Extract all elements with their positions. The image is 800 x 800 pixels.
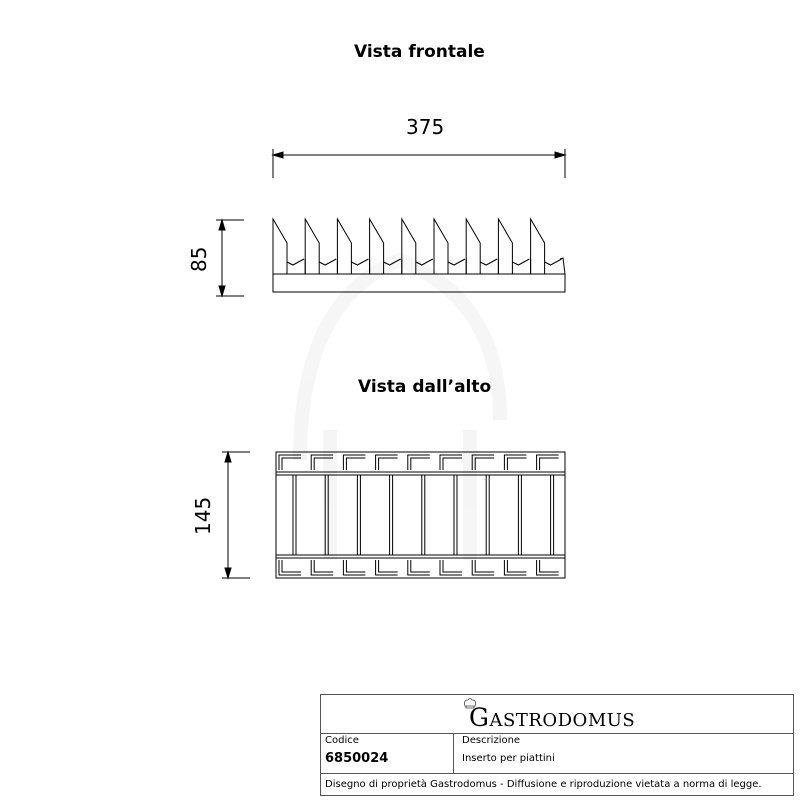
bottom-bracket [343,560,365,575]
top-view-bar [518,475,521,555]
front-notch [351,259,368,265]
divider [321,773,793,774]
code-value: 6850024 [325,751,389,766]
top-bracket [537,455,559,470]
code-label: Codice [325,735,359,746]
top-bracket [376,455,398,470]
front-view [273,219,565,292]
front-tooth [305,219,319,274]
top-view [276,452,565,578]
top-view-bar [293,475,296,555]
front-notch [319,259,336,265]
front-notch [545,259,562,265]
dimension-lines [216,149,565,578]
logo-text: ASTRODOMUS [489,710,636,731]
divider [321,733,793,734]
top-view-bar [390,475,393,555]
logo-initial: G [469,703,490,732]
description-label: Descrizione [462,735,521,746]
bottom-bracket [311,560,333,575]
depth-dimension-label: 145 [191,496,215,535]
brand-logo [469,705,635,734]
top-view-bar [486,475,489,555]
top-bracket [343,455,365,470]
bottom-bracket [537,560,559,575]
description-value: Inserto per piattini [462,753,555,764]
front-view-title: Vista frontale [354,42,485,62]
arrow-down [225,568,231,578]
bottom-bracket [504,560,526,575]
front-tooth [273,219,287,274]
front-end [560,258,565,274]
front-notch [448,259,465,265]
arrow-left [273,152,283,158]
front-tooth [466,219,480,274]
bottom-bracket [279,560,301,575]
front-notch [512,259,529,265]
width-dimension-label: 375 [406,115,445,139]
top-bracket [504,455,526,470]
top-view-bar [357,475,360,555]
arrow-up [225,452,231,462]
bottom-bracket [472,560,494,575]
divider [453,733,454,773]
arrow-up [219,220,225,230]
top-bracket [440,455,462,470]
front-tooth [434,219,448,274]
front-tooth [337,219,351,274]
top-view-bar [454,475,457,555]
footer-notice: Disegno di proprietà Gastrodomus - Diffusione e riproduzione vietata a norma di legge. [325,779,762,790]
front-notch [287,259,304,265]
front-notch [480,259,497,265]
front-tooth [498,219,512,274]
top-view-bar [422,475,425,555]
bottom-bracket [440,560,462,575]
top-bracket [408,455,430,470]
arrow-right [555,152,565,158]
watermark-lines [330,430,470,560]
bottom-bracket [376,560,398,575]
arrow-down [219,286,225,296]
height-dimension-label: 85 [187,246,211,272]
bottom-bracket [408,560,430,575]
watermark-logo [300,260,500,560]
title-block [320,694,794,796]
top-view-title: Vista dall’alto [358,377,492,397]
top-view-bar [551,475,554,555]
front-tooth [531,219,545,274]
